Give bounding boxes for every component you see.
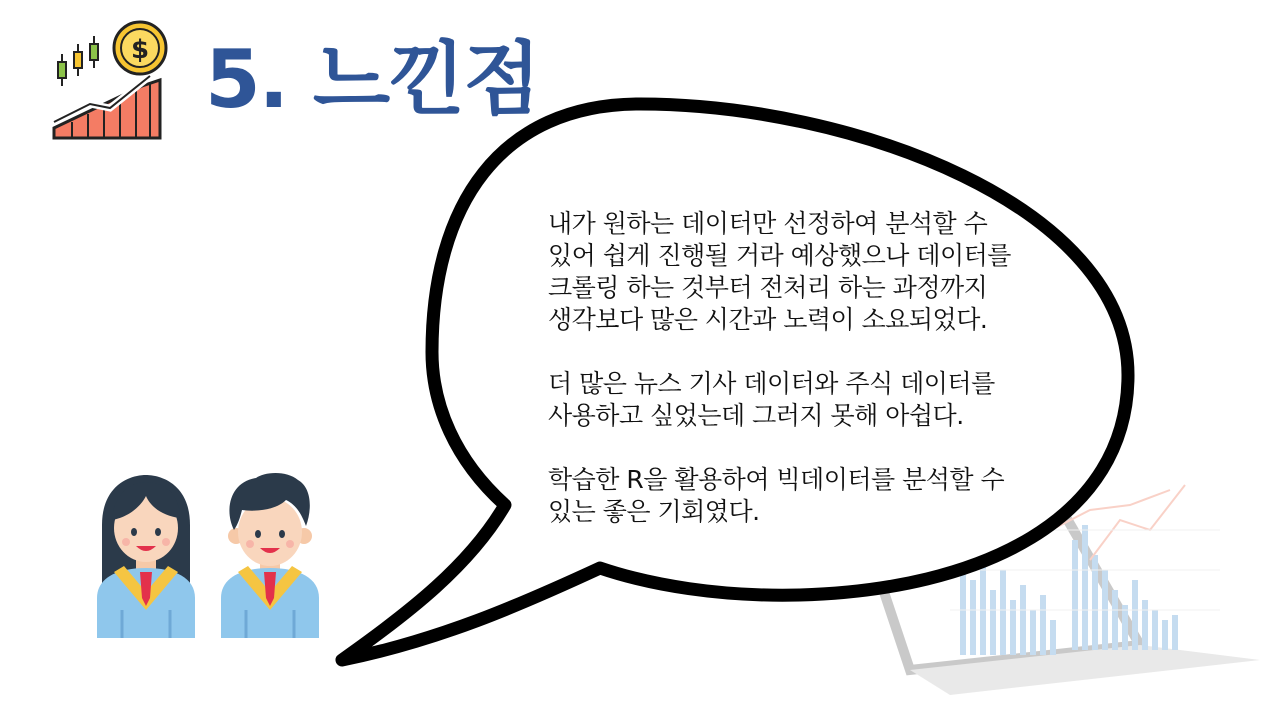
student-boy-icon <box>221 473 319 638</box>
student-pair-icon <box>92 470 327 640</box>
student-girl-icon <box>97 475 195 638</box>
paragraph-1: 내가 원하는 데이터만 선정하여 분석할 수 있어 쉽게 진행될 거라 예상했으나 데이터를 크롤링 하는 것부터 전처리 하는 과정까지 생각보다 많은 시간과 노력이 소요되었다. <box>548 209 1011 334</box>
stock-growth-coin-icon <box>50 18 172 142</box>
paragraph-2: 더 많은 뉴스 기사 데이터와 주식 데이터를 사용하고 싶었는데 그러지 못해 아쉽다. <box>548 369 995 430</box>
page-title: 5. 느낀점 <box>205 33 539 126</box>
bubble-text <box>548 208 1108 528</box>
svg-text:$: $ <box>130 35 150 65</box>
paragraph-3: 학습한 R을 활용하여 빅데이터를 분석할 수 있는 좋은 기회였다. <box>548 465 1005 526</box>
